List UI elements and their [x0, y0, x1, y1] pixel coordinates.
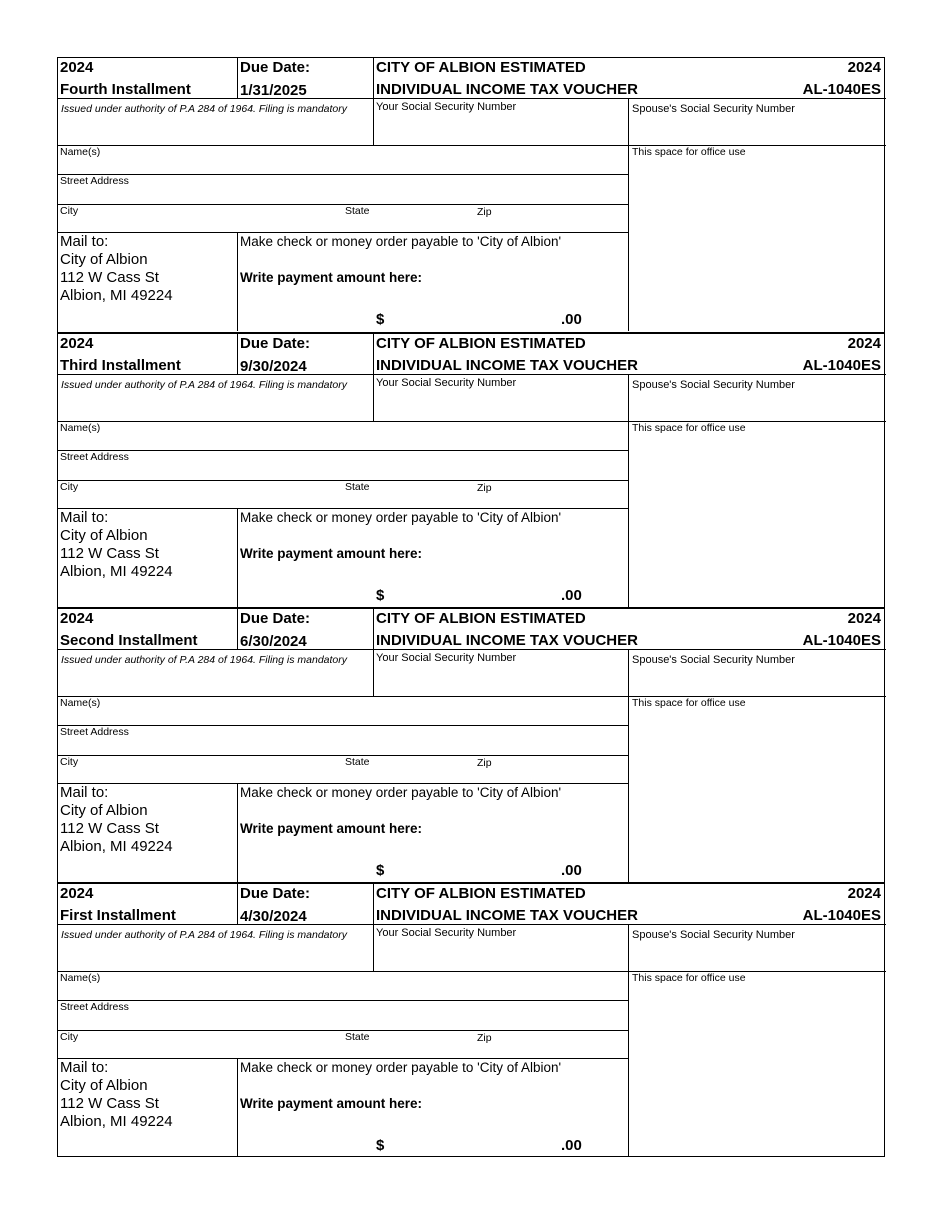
- form-year: 2024: [847, 885, 881, 902]
- rule: [58, 480, 628, 481]
- form-number: AL-1040ES: [802, 907, 881, 924]
- names-label: Name(s): [60, 697, 101, 709]
- ssn-label: Your Social Security Number: [376, 652, 517, 664]
- mail-to-label: Mail to:: [60, 1059, 109, 1076]
- rule: [628, 374, 629, 607]
- mail-to-address: [60, 1059, 173, 1131]
- state-label: State: [345, 481, 370, 493]
- street-input[interactable]: [138, 1002, 623, 1029]
- payable-instruction: Make check or money order payable to 'City of Albion': [240, 234, 562, 249]
- rule: [237, 508, 238, 607]
- rule: [58, 232, 628, 233]
- rule: [58, 971, 886, 972]
- voucher-sheet: [57, 57, 885, 1157]
- voucher-3: [57, 607, 885, 882]
- spouse-ssn-label: Spouse's Social Security Number: [632, 929, 795, 941]
- dollar-sign: $: [376, 1137, 385, 1154]
- rule: [237, 609, 238, 649]
- street-input[interactable]: [138, 452, 623, 479]
- city-label: City: [60, 481, 79, 493]
- rule: [373, 58, 374, 145]
- rule: [237, 58, 238, 98]
- voucher-title-line1: CITY OF ALBION ESTIMATED: [376, 335, 586, 352]
- mail-to-line2: 112 W Cass St: [60, 1095, 159, 1112]
- form-number: AL-1040ES: [802, 81, 881, 98]
- spouse-ssn-input[interactable]: [630, 669, 882, 695]
- zip-label: Zip: [477, 206, 492, 218]
- authority-text: Issued under authority of P.A 284 of 1964. Filing is mandatory: [61, 103, 348, 115]
- mail-to-line2: 112 W Cass St: [60, 820, 159, 837]
- header-divider: [58, 98, 886, 99]
- zip-input[interactable]: [498, 482, 623, 508]
- state-input[interactable]: [376, 1032, 471, 1058]
- voucher-title-line1: CITY OF ALBION ESTIMATED: [376, 610, 586, 627]
- voucher-title-line1: CITY OF ALBION ESTIMATED: [376, 59, 586, 76]
- mail-to-line2: 112 W Cass St: [60, 545, 159, 562]
- ssn-label: Your Social Security Number: [376, 377, 517, 389]
- payable-instruction: Make check or money order payable to 'City of Albion': [240, 785, 562, 800]
- city-input[interactable]: [88, 757, 338, 783]
- dollar-sign: $: [376, 311, 385, 328]
- rule: [628, 649, 629, 882]
- city-label: City: [60, 756, 79, 768]
- zip-label: Zip: [477, 757, 492, 769]
- mail-to-line3: Albion, MI 49224: [60, 838, 173, 855]
- ssn-label: Your Social Security Number: [376, 927, 517, 939]
- ssn-input[interactable]: [374, 942, 627, 969]
- due-date-label: Due Date:: [240, 335, 311, 352]
- names-input[interactable]: [118, 973, 623, 999]
- header-divider: [58, 374, 886, 375]
- voucher-title-line2: INDIVIDUAL INCOME TAX VOUCHER: [376, 907, 638, 924]
- mail-to-line2: 112 W Cass St: [60, 269, 159, 286]
- authority-text: Issued under authority of P.A 284 of 1964. Filing is mandatory: [61, 654, 348, 666]
- state-label: State: [345, 205, 370, 217]
- rule: [58, 1058, 628, 1059]
- rule: [58, 450, 628, 451]
- mail-to-label: Mail to:: [60, 509, 109, 526]
- ssn-input[interactable]: [374, 667, 627, 694]
- dollar-sign: $: [376, 587, 385, 604]
- mail-to-address: [60, 509, 173, 581]
- mail-to-line1: City of Albion: [60, 802, 148, 819]
- zip-input[interactable]: [498, 206, 623, 232]
- write-payment-label: Write payment amount here:: [240, 270, 423, 285]
- mail-to-line1: City of Albion: [60, 527, 148, 544]
- voucher-1: [57, 57, 885, 332]
- zip-label: Zip: [477, 1032, 492, 1044]
- rule: [373, 334, 374, 421]
- installment-label: Third Installment: [60, 357, 181, 374]
- rule: [237, 334, 238, 374]
- payment-amount-input[interactable]: [393, 306, 558, 328]
- cents-label: .00: [561, 311, 582, 328]
- spouse-ssn-label: Spouse's Social Security Number: [632, 103, 795, 115]
- names-input[interactable]: [118, 147, 623, 173]
- cents-label: .00: [561, 587, 582, 604]
- due-date-label: Due Date:: [240, 610, 311, 627]
- rule: [58, 145, 886, 146]
- state-label: State: [345, 756, 370, 768]
- names-label: Name(s): [60, 422, 101, 434]
- due-date-value: 4/30/2024: [240, 908, 307, 925]
- due-date-value: 9/30/2024: [240, 358, 307, 375]
- street-label: Street Address: [60, 726, 129, 738]
- zip-input[interactable]: [498, 1032, 623, 1058]
- rule: [58, 204, 628, 205]
- form-year: 2024: [847, 335, 881, 352]
- names-label: Name(s): [60, 972, 101, 984]
- state-label: State: [345, 1031, 370, 1043]
- rule: [237, 884, 238, 924]
- office-use-label: This space for office use: [632, 146, 746, 158]
- spouse-ssn-label: Spouse's Social Security Number: [632, 379, 795, 391]
- write-payment-label: Write payment amount here:: [240, 546, 423, 561]
- city-input[interactable]: [88, 482, 338, 508]
- cents-label: .00: [561, 1137, 582, 1154]
- due-date-value: 6/30/2024: [240, 633, 307, 650]
- payment-amount-input[interactable]: [393, 857, 558, 879]
- voucher-2: [57, 332, 885, 607]
- office-use-label: This space for office use: [632, 972, 746, 984]
- zip-label: Zip: [477, 482, 492, 494]
- cents-label: .00: [561, 862, 582, 879]
- dollar-sign: $: [376, 862, 385, 879]
- mail-to-line3: Albion, MI 49224: [60, 287, 173, 304]
- spouse-ssn-input[interactable]: [630, 118, 882, 144]
- installment-label: Fourth Installment: [60, 81, 191, 98]
- rule: [628, 98, 629, 331]
- installment-label: First Installment: [60, 907, 176, 924]
- form-year: 2024: [847, 610, 881, 627]
- form-number: AL-1040ES: [802, 357, 881, 374]
- street-input[interactable]: [138, 727, 623, 754]
- rule: [58, 755, 628, 756]
- header-divider: [58, 924, 886, 925]
- rule: [373, 609, 374, 696]
- voucher-title-line1: CITY OF ALBION ESTIMATED: [376, 885, 586, 902]
- mail-to-address: [60, 233, 173, 305]
- spouse-ssn-input[interactable]: [630, 394, 882, 420]
- zip-input[interactable]: [498, 757, 623, 783]
- write-payment-label: Write payment amount here:: [240, 821, 423, 836]
- rule: [58, 421, 886, 422]
- rule: [58, 1030, 628, 1031]
- authority-text: Issued under authority of P.A 284 of 1964. Filing is mandatory: [61, 929, 348, 941]
- due-date-label: Due Date:: [240, 59, 311, 76]
- rule: [58, 783, 628, 784]
- city-label: City: [60, 205, 79, 217]
- street-label: Street Address: [60, 175, 129, 187]
- office-use-label: This space for office use: [632, 697, 746, 709]
- voucher-year: 2024: [60, 335, 94, 352]
- payment-amount-input[interactable]: [393, 582, 558, 604]
- payment-amount-input[interactable]: [393, 1132, 558, 1154]
- voucher-title-line2: INDIVIDUAL INCOME TAX VOUCHER: [376, 81, 638, 98]
- installment-label: Second Installment: [60, 632, 198, 649]
- mail-to-line3: Albion, MI 49224: [60, 563, 173, 580]
- state-input[interactable]: [376, 206, 471, 232]
- state-input[interactable]: [376, 757, 471, 783]
- ssn-input[interactable]: [374, 116, 627, 143]
- spouse-ssn-input[interactable]: [630, 944, 882, 970]
- rule: [237, 232, 238, 331]
- rule: [58, 508, 628, 509]
- office-use-label: This space for office use: [632, 422, 746, 434]
- form-year: 2024: [847, 59, 881, 76]
- voucher-year: 2024: [60, 59, 94, 76]
- rule: [373, 884, 374, 971]
- names-input[interactable]: [118, 423, 623, 449]
- rule: [628, 924, 629, 1157]
- due-date-label: Due Date:: [240, 885, 311, 902]
- state-input[interactable]: [376, 482, 471, 508]
- rule: [58, 174, 628, 175]
- rule: [237, 783, 238, 882]
- voucher-year: 2024: [60, 885, 94, 902]
- rule: [58, 1000, 628, 1001]
- city-input[interactable]: [88, 206, 338, 232]
- authority-text: Issued under authority of P.A 284 of 1964. Filing is mandatory: [61, 379, 348, 391]
- mail-to-line1: City of Albion: [60, 1077, 148, 1094]
- names-label: Name(s): [60, 146, 101, 158]
- payable-instruction: Make check or money order payable to 'City of Albion': [240, 510, 562, 525]
- write-payment-label: Write payment amount here:: [240, 1096, 423, 1111]
- mail-to-label: Mail to:: [60, 233, 109, 250]
- mail-to-line3: Albion, MI 49224: [60, 1113, 173, 1130]
- mail-to-label: Mail to:: [60, 784, 109, 801]
- street-label: Street Address: [60, 451, 129, 463]
- street-input[interactable]: [138, 176, 623, 203]
- form-number: AL-1040ES: [802, 632, 881, 649]
- rule: [58, 725, 628, 726]
- voucher-title-line2: INDIVIDUAL INCOME TAX VOUCHER: [376, 632, 638, 649]
- rule: [237, 1058, 238, 1157]
- city-label: City: [60, 1031, 79, 1043]
- mail-to-line1: City of Albion: [60, 251, 148, 268]
- header-divider: [58, 649, 886, 650]
- due-date-value: 1/31/2025: [240, 82, 307, 99]
- voucher-4: [57, 882, 885, 1157]
- city-input[interactable]: [88, 1032, 338, 1058]
- rule: [58, 696, 886, 697]
- spouse-ssn-label: Spouse's Social Security Number: [632, 654, 795, 666]
- street-label: Street Address: [60, 1001, 129, 1013]
- ssn-label: Your Social Security Number: [376, 101, 517, 113]
- ssn-input[interactable]: [374, 392, 627, 419]
- voucher-title-line2: INDIVIDUAL INCOME TAX VOUCHER: [376, 357, 638, 374]
- names-input[interactable]: [118, 698, 623, 724]
- payable-instruction: Make check or money order payable to 'City of Albion': [240, 1060, 562, 1075]
- mail-to-address: [60, 784, 173, 856]
- voucher-year: 2024: [60, 610, 94, 627]
